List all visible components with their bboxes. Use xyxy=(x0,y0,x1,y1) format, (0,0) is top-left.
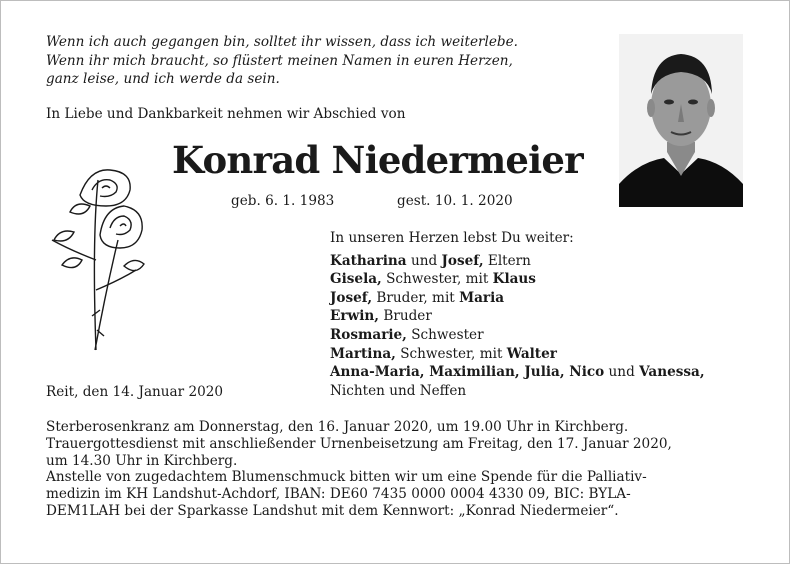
family-member-name: Josef, xyxy=(330,289,373,306)
poem-line: Wenn ich auch gegangen bin, solltet ihr wissen, dass ich weiterlebe. xyxy=(46,34,518,50)
notice-line: Trauergottesdienst mit anschließender Urnenbeisetzung am Freitag, den 17. Januar 2020, xyxy=(46,435,672,452)
family-member-name: Vanessa, xyxy=(639,364,705,381)
family-relation: Schwester, mit xyxy=(395,345,507,362)
family-heading: In unseren Herzen lebst Du weiter: xyxy=(330,230,574,246)
service-notice xyxy=(46,419,756,520)
family-member-line xyxy=(330,345,705,364)
notice-line: medizin im KH Landshut-Achdorf, IBAN: DE60 7435 0000 0004 4330 09, BIC: BYLA- xyxy=(46,486,631,503)
family-relation: und xyxy=(604,364,640,381)
family-member-name: Katharina xyxy=(330,252,407,269)
birth-date: geb. 6. 1. 1983 xyxy=(231,193,335,209)
intro-text: In Liebe und Dankbarkeit nehmen wir Abschied von xyxy=(46,106,406,122)
family-list xyxy=(330,229,705,400)
family-relation: Bruder xyxy=(379,308,432,325)
portrait-photo xyxy=(619,34,743,207)
poem-line: Wenn ihr mich braucht, so flüstert meinen Namen in euren Herzen, xyxy=(46,52,513,69)
deceased-name: Konrad Niedermeier xyxy=(172,138,583,182)
family-members xyxy=(330,252,705,401)
place-date: Reit, den 14. Januar 2020 xyxy=(46,384,224,400)
family-member-name: Erwin, xyxy=(330,308,380,325)
family-member-line xyxy=(330,270,705,289)
family-member-line xyxy=(330,326,705,345)
notice-line: Sterberosenkranz am Donnerstag, den 16. Januar 2020, um 19.00 Uhr in Kirchberg. xyxy=(46,419,629,435)
family-member-name: Anna-Maria, Maximilian, Julia, Nico xyxy=(330,364,605,381)
family-member-line xyxy=(330,289,705,308)
family-relation: Bruder, mit xyxy=(372,289,460,306)
poem-line: ganz leise, und ich werde da sein. xyxy=(46,71,280,87)
family-relation: Nichten und Neffen xyxy=(330,382,467,399)
family-relation: Schwester, mit xyxy=(381,271,493,288)
family-relation: Schwester xyxy=(406,326,484,343)
family-relation: Eltern xyxy=(483,252,531,269)
family-member-name: Rosmarie, xyxy=(330,326,407,343)
poem-block xyxy=(46,33,606,89)
family-member-line xyxy=(330,382,705,401)
notice-line: um 14.30 Uhr in Kirchberg. xyxy=(46,452,238,469)
family-member-line xyxy=(330,363,705,382)
family-member-line xyxy=(330,252,705,271)
family-member-name: Walter xyxy=(506,345,557,362)
family-member-name: Gisela, xyxy=(330,271,382,288)
notice-line: DEM1LAH bei der Sparkasse Landshut mit dem Kennwort: „Konrad Niedermeier“. xyxy=(46,502,619,519)
family-member-line xyxy=(330,307,705,326)
death-date: gest. 10. 1. 2020 xyxy=(397,193,513,209)
family-member-name: Josef, xyxy=(441,252,484,269)
notice-line: Anstelle von zugedachtem Blumenschmuck bitten wir um eine Spende für die Palliativ- xyxy=(46,469,647,486)
rose-drawing-icon xyxy=(40,140,150,355)
family-member-name: Klaus xyxy=(492,271,536,288)
family-relation: und xyxy=(406,252,442,269)
family-member-name: Martina, xyxy=(330,345,396,362)
family-member-name: Maria xyxy=(459,289,505,306)
